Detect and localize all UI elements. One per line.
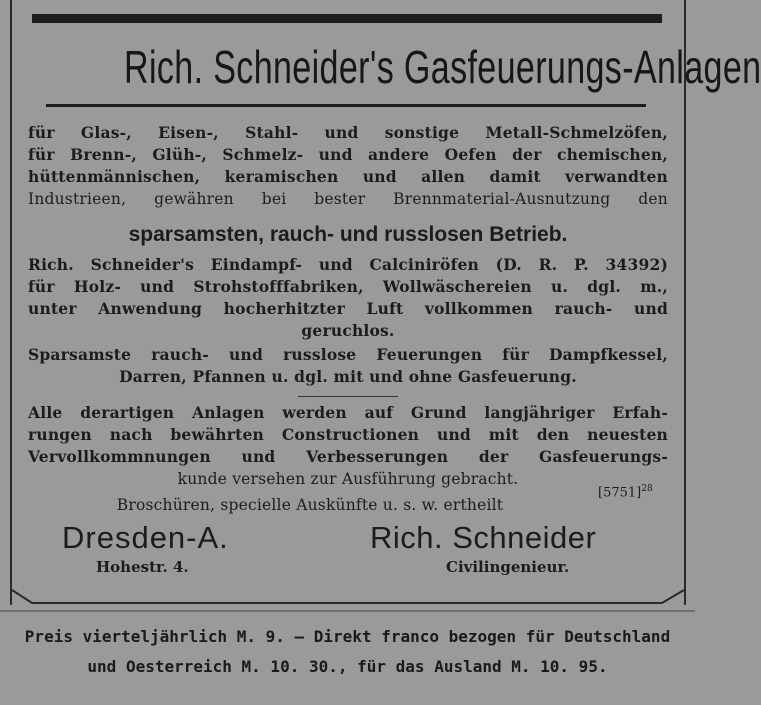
firm-name: Rich. Schneider	[370, 520, 597, 555]
intro-paragraph	[28, 122, 668, 210]
footer-line: und Oesterreich M. 10. 30., für das Ausland M. 10. 95.	[87, 657, 608, 676]
construction-paragraph	[28, 402, 668, 490]
steam-line: Sparsamste rauch- und russlose Feuerungen für Dampfkessel,	[28, 345, 668, 364]
reference-number: $[5751]^{28}$	[598, 484, 653, 501]
ad-title: Rich. Schneider's Gasfeuerungs-Anlagen	[124, 41, 761, 93]
build-line: Vervollkommnungen und Verbesserungen der Gasfeuerungs-	[28, 447, 668, 466]
intro-line: für Brenn-, Glüh-, Schmelz- und andere Oefen der chemischen,	[28, 145, 668, 164]
address: Hohestr. 4.	[96, 558, 189, 576]
firm-role: Civilingenieur.	[446, 558, 570, 576]
intro-line: Industrieen, gewähren bei bester Brennmaterial-Ausnutzung den	[28, 190, 668, 208]
reference-sup: 28	[641, 484, 653, 494]
build-line: kunde versehen zur Ausführung gebracht.	[177, 470, 519, 488]
headline: sparsamsten, rauch- und russlosen Betrieb.	[128, 223, 568, 246]
footer-line: Preis vierteljährlich M. 9. — Direkt franco bezogen für Deutschland	[24, 627, 671, 646]
calc-line: geruchlos.	[301, 321, 395, 340]
build-line: Alle derartigen Anlagen werden auf Grund langjähriger Erfah-	[28, 403, 668, 422]
calc-line: Rich. Schneider's Eindampf- und Calciniröfen (D. R. P. 34392)	[28, 255, 668, 274]
build-line: rungen nach bewährten Constructionen und mit den neuesten	[28, 425, 668, 444]
intro-line: hüttenmännischen, keramischen und allen damit verwandten	[28, 167, 668, 186]
separator-rule	[298, 396, 398, 397]
calc-line: für Holz- und Strohstofffabriken, Wollwäschereien u. dgl. m.,	[28, 277, 668, 296]
top-rule	[32, 14, 662, 23]
title-underline	[46, 104, 646, 107]
calcinator-paragraph	[28, 254, 668, 342]
brochures-line: Broschüren, specielle Auskünfte u. s. w. ertheilt	[116, 496, 504, 514]
steam-paragraph	[28, 344, 668, 388]
calc-line: unter Anwendung hocherhitzter Luft vollkommen rauch- und	[28, 299, 668, 318]
city: Dresden-A.	[62, 520, 229, 555]
price-footer	[0, 622, 695, 682]
intro-line: für Glas-, Eisen-, Stahl- und sonstige Metall-Schmelzöfen,	[28, 123, 668, 142]
steam-line: Darren, Pfannen u. dgl. mit und ohne Gasfeuerung.	[119, 367, 577, 386]
